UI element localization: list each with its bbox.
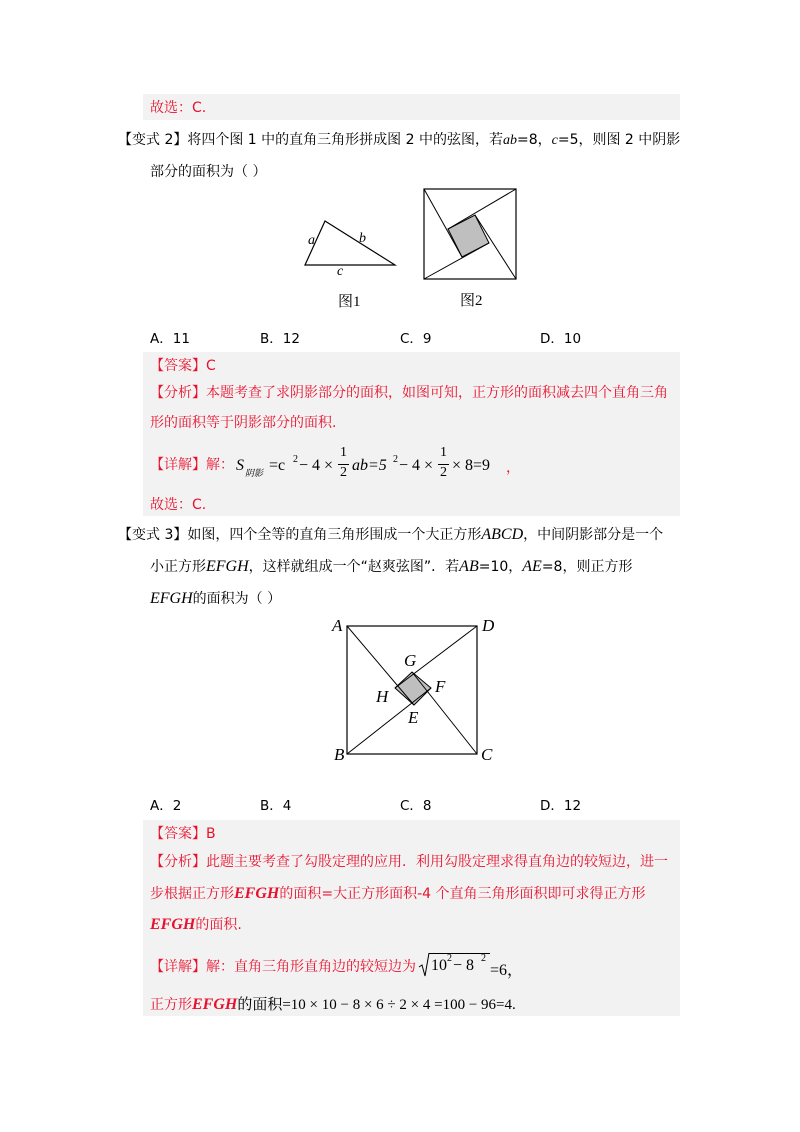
q2-figure-2: [420, 186, 520, 311]
q3-var-efgh: EFGH: [206, 558, 249, 575]
q2-formula-comma: ，: [506, 460, 520, 476]
label-f: F: [435, 677, 446, 696]
fig2-caption: 图2: [460, 293, 483, 309]
q3-text-1b: ，中间阴影部分是一个: [523, 527, 664, 543]
q2-formula-sq1: 2: [293, 454, 298, 465]
line-b-f: [347, 688, 431, 754]
q2-figure-1: [295, 216, 405, 311]
q2-formula-part2: − 4 ×: [299, 457, 334, 474]
q2-analysis-text-1: 本题考查了求阴影部分的面积，如图可知，正方形的面积减去四个直角三角: [206, 385, 668, 401]
q3-analysis-line2: [150, 884, 645, 904]
q3-analysis-line1: [150, 852, 668, 872]
q2-option-c[interactable]: C．9: [400, 331, 432, 347]
label-d: D: [482, 616, 495, 635]
previous-answer-box: [143, 94, 680, 120]
q3-eq8: =8，则正方形: [541, 559, 633, 575]
q2-analysis-line2: 形的面积等于阴影部分的面积.: [150, 415, 337, 431]
q3-radicand-end: =6，: [490, 962, 524, 979]
q3-detail-var-efgh: EFGH: [192, 996, 238, 1013]
q3-text-1: 如图，四个全等的直角三角形围成一个大正方形: [187, 527, 482, 543]
q3-option-a[interactable]: A．2: [150, 798, 182, 814]
q2-stem-line2: 部分的面积为（ ）: [150, 164, 267, 180]
q3-radicand-2: − 8: [453, 957, 475, 974]
chord-line: [424, 189, 462, 257]
q2-answer: [150, 356, 216, 376]
q3-analysis-label: 【分析】: [150, 854, 206, 870]
q3-figure: [325, 612, 505, 770]
q3-answer-value: B: [206, 826, 216, 842]
q3-option-b[interactable]: B．4: [260, 798, 292, 814]
q3-radicand-sq2: 2: [481, 953, 486, 964]
q3-var-ab: AB: [459, 558, 479, 575]
q2-eq5: =5，则图 2 中阴影: [557, 132, 681, 148]
q2-frac2-den: 2: [440, 465, 447, 480]
q3-eq10: =10，: [478, 559, 523, 575]
q3-analysis-text-2b: 的面积=大正方形面积-4 个直角三角形面积即可求得正方形: [279, 886, 646, 902]
q2-tag: 【变式 2】: [118, 132, 188, 148]
q3-detail-text-2b: 的面积=10 × 10 − 8 × 6 ÷ 2 × 4 =100 − 96=4.: [237, 997, 516, 1013]
q2-formula-S: S: [236, 457, 244, 474]
label-a: A: [332, 616, 343, 635]
q3-detail-label: 【详解】: [150, 959, 206, 975]
chord-line: [448, 189, 516, 229]
q3-detail-text-1: 解：直角三角形直角边的较短边为: [206, 959, 416, 975]
previous-conclusion: 故选：C.: [150, 100, 207, 116]
q2-frac1-den: 2: [340, 465, 347, 480]
label-g: G: [404, 651, 417, 670]
q2-formula-part4: − 4 ×: [399, 457, 434, 474]
q2-eq8: =8，: [516, 132, 552, 148]
q2-detail-prefix: 解：: [206, 457, 234, 473]
q2-analysis-label: 【分析】: [150, 385, 206, 401]
shaded-square: [448, 215, 489, 257]
q3-radicand-sq1: 2: [447, 953, 452, 964]
q3-var-ae: AE: [522, 558, 542, 575]
q2-frac2-num: 1: [440, 445, 447, 460]
q2-option-a[interactable]: A．11: [150, 331, 190, 347]
label-h: H: [376, 687, 389, 706]
q3-option-c[interactable]: C．8: [400, 798, 432, 814]
label-c: C: [481, 745, 493, 764]
q2-option-b[interactable]: B．12: [260, 331, 300, 347]
q3-detail-line1: [150, 957, 416, 977]
q3-analysis-text-2a: 步根据正方形: [150, 886, 234, 902]
q3-text-2a: 小正方形: [150, 559, 206, 575]
q3-answer-label: 【答案】: [150, 826, 206, 842]
q2-answer-label: 【答案】: [150, 358, 206, 374]
q3-text-3: 的面积为（ ）: [192, 591, 282, 607]
q2-formula-eq-c: [269, 457, 285, 475]
q2-var-c: c: [551, 133, 558, 148]
q2-detail: [150, 455, 234, 487]
fig1-label-c: c: [337, 264, 344, 279]
q3-answer: [150, 824, 216, 844]
fig1-label-a: a: [308, 233, 315, 248]
chord-line: [424, 243, 489, 279]
q3-stem-line2: [150, 557, 632, 577]
label-b: B: [334, 745, 345, 764]
q2-formula-part3: ab=5: [352, 457, 387, 474]
q3-analysis-text-3: 的面积.: [195, 917, 242, 933]
q3-radicand-1: 10: [431, 957, 447, 974]
q3-analysis-var-efgh: EFGH: [234, 885, 280, 902]
q3-var-efgh-2: EFGH: [150, 590, 193, 607]
q2-formula-sq2: 2: [393, 454, 398, 465]
q2-stem-line1: [118, 130, 680, 151]
q2-formula-part5: × 8=9: [452, 457, 491, 474]
q2-formula-S-sub: 阴影: [245, 469, 264, 479]
q3-analysis-var-efgh-2: EFGH: [150, 916, 196, 933]
q2-var-ab: ab: [502, 133, 517, 148]
q2-formula-part1: =c: [269, 457, 286, 474]
q2-detail-label: 【详解】: [150, 457, 206, 473]
q3-detail-text-2a: 正方形: [150, 997, 192, 1013]
q3-option-d[interactable]: D．12: [540, 798, 582, 814]
fig1-caption: 图1: [338, 294, 361, 310]
q3-text-2b: ，这样就组成一个“赵爽弦图”．若: [248, 559, 460, 575]
q2-text-1: 将四个图 1 中的直角三角形拼成图 2 中的弦图，若: [187, 132, 503, 148]
q3-stem-line3: [150, 589, 281, 609]
q3-analysis-line3: [150, 915, 242, 935]
q3-analysis-text-1: 此题主要考查了勾股定理的应用．利用勾股定理求得直角边的较短边，进一: [206, 854, 668, 870]
q2-conclusion: 故选：C.: [150, 497, 207, 513]
sqrt-sign: [418, 952, 430, 978]
fig1-label-b: b: [359, 231, 366, 246]
q2-answer-value: C: [206, 358, 216, 374]
q2-analysis-line1: [150, 383, 668, 403]
q2-solution-box: [143, 352, 680, 516]
q3-detail-line2: [150, 995, 516, 1015]
q3-var-abcd: ABCD: [481, 526, 524, 543]
q2-frac1-num: 1: [340, 445, 347, 460]
q3-stem-line1: [118, 525, 663, 545]
q3-tag: 【变式 3】: [118, 527, 188, 543]
q2-option-d[interactable]: D．10: [540, 331, 582, 347]
label-e: E: [408, 708, 419, 727]
right-triangle: [305, 221, 395, 265]
